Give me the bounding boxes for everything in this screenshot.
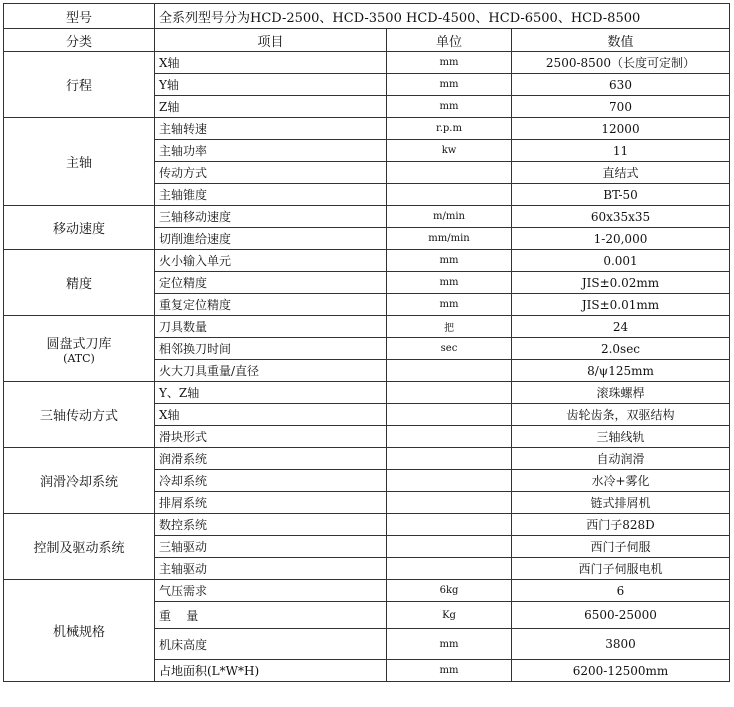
value-cell: 三轴线轨 <box>512 426 730 448</box>
unit-cell: m/min <box>387 206 512 228</box>
table-row <box>4 382 730 404</box>
unit-cell <box>387 426 512 448</box>
item-cell: 机床高度 <box>155 629 387 660</box>
unit-cell <box>387 470 512 492</box>
unit-cell: mm/min <box>387 228 512 250</box>
value-cell: 24 <box>512 316 730 338</box>
unit-cell <box>387 492 512 514</box>
value-cell: 8/ψ125mm <box>512 360 730 382</box>
unit-cell <box>387 514 512 536</box>
category-cell <box>4 118 155 206</box>
value-cell: 齿轮齿条，双驱结构 <box>512 404 730 426</box>
value-cell: 11 <box>512 140 730 162</box>
item-cell: 火大刀具重量/直径 <box>155 360 387 382</box>
header-item: 项目 <box>155 29 387 52</box>
category-label: 行程 <box>65 79 92 94</box>
item-cell: 火小输入单元 <box>155 250 387 272</box>
category-cell <box>4 206 155 250</box>
unit-cell: 把 <box>387 316 512 338</box>
item-cell: 主轴锥度 <box>155 184 387 206</box>
header-row <box>4 29 730 52</box>
item-cell: 主轴驱动 <box>155 558 387 580</box>
item-cell: X轴 <box>155 404 387 426</box>
item-cell: 切削進给速度 <box>155 228 387 250</box>
unit-cell: sec <box>387 338 512 360</box>
category-label: 精度 <box>65 277 92 292</box>
unit-cell: mm <box>387 250 512 272</box>
unit-cell <box>387 184 512 206</box>
value-cell: BT-50 <box>512 184 730 206</box>
unit-cell: mm <box>387 629 512 660</box>
category-cell <box>4 316 155 382</box>
model-label: 型号 <box>4 4 155 29</box>
item-cell: Y轴 <box>155 74 387 96</box>
category-label: 机械规格 <box>52 625 105 640</box>
value-cell: 1-20,000 <box>512 228 730 250</box>
category-label: 控制及驱动系统 <box>33 541 125 556</box>
header-value: 数值 <box>512 29 730 52</box>
item-cell: X轴 <box>155 52 387 74</box>
value-cell: 自动润滑 <box>512 448 730 470</box>
item-cell: Z轴 <box>155 96 387 118</box>
unit-cell: mm <box>387 294 512 316</box>
value-cell: 60x35x35 <box>512 206 730 228</box>
category-cell <box>4 250 155 316</box>
item-cell: Y、Z轴 <box>155 382 387 404</box>
item-cell: 重复定位精度 <box>155 294 387 316</box>
table-row <box>4 250 730 272</box>
table-row <box>4 206 730 228</box>
item-cell: 三轴驱动 <box>155 536 387 558</box>
category-label: 圆盘式刀库 <box>46 336 112 352</box>
item-cell: 滑块形式 <box>155 426 387 448</box>
header-category: 分类 <box>4 29 155 52</box>
table-row <box>4 118 730 140</box>
unit-cell: mm <box>387 96 512 118</box>
category-label: 移动速度 <box>52 222 105 237</box>
spec-table <box>3 3 730 682</box>
item-cell: 传动方式 <box>155 162 387 184</box>
value-cell: 直结式 <box>512 162 730 184</box>
unit-cell: mm <box>387 74 512 96</box>
category-label: 润滑冷却系统 <box>39 475 118 490</box>
table-row <box>4 316 730 338</box>
value-cell: 西门子伺服电机 <box>512 558 730 580</box>
category-cell <box>4 448 155 514</box>
value-cell: 3800 <box>512 629 730 660</box>
unit-cell <box>387 536 512 558</box>
unit-cell: Kg <box>387 602 512 629</box>
value-cell: 西门子828D <box>512 514 730 536</box>
value-cell: 6 <box>512 580 730 602</box>
item-cell: 润滑系统 <box>155 448 387 470</box>
item-cell: 重 量 <box>155 602 387 629</box>
item-cell: 刀具数量 <box>155 316 387 338</box>
item-cell: 气压需求 <box>155 580 387 602</box>
unit-cell: mm <box>387 272 512 294</box>
unit-cell <box>387 360 512 382</box>
value-cell: 6200-12500mm <box>512 660 730 682</box>
table-row <box>4 52 730 74</box>
item-cell: 相邻换刀时间 <box>155 338 387 360</box>
unit-cell: mm <box>387 660 512 682</box>
item-cell: 定位精度 <box>155 272 387 294</box>
item-cell: 主轴转速 <box>155 118 387 140</box>
item-cell: 冷却系统 <box>155 470 387 492</box>
category-cell <box>4 382 155 448</box>
unit-cell: r.p.m <box>387 118 512 140</box>
value-cell: 2.0sec <box>512 338 730 360</box>
spec-table-body <box>4 4 730 682</box>
value-cell: 2500-8500（长度可定制） <box>512 52 730 74</box>
model-value: 全系列型号分为HCD-2500、HCD-3500 HCD-4500、HCD-6500、HCD-8500 <box>155 4 730 29</box>
value-cell: 水冷+雾化 <box>512 470 730 492</box>
value-cell: 700 <box>512 96 730 118</box>
category-cell <box>4 52 155 118</box>
value-cell: 滚珠螺桿 <box>512 382 730 404</box>
table-row <box>4 448 730 470</box>
header-unit: 单位 <box>387 29 512 52</box>
unit-cell <box>387 162 512 184</box>
unit-cell: mm <box>387 52 512 74</box>
item-cell: 占地面积(L*W*H) <box>155 660 387 682</box>
unit-cell <box>387 404 512 426</box>
item-cell: 三轴移动速度 <box>155 206 387 228</box>
value-cell: JIS±0.01mm <box>512 294 730 316</box>
value-cell: 链式排屑机 <box>512 492 730 514</box>
category-cell <box>4 580 155 682</box>
item-cell: 排屑系统 <box>155 492 387 514</box>
item-cell: 主轴功率 <box>155 140 387 162</box>
value-cell: JIS±0.02mm <box>512 272 730 294</box>
table-row <box>4 580 730 602</box>
model-row <box>4 4 730 29</box>
unit-cell <box>387 382 512 404</box>
unit-cell: 6kg <box>387 580 512 602</box>
value-cell: 0.001 <box>512 250 730 272</box>
category-cell <box>4 514 155 580</box>
value-cell: 6500-25000 <box>512 602 730 629</box>
unit-cell: kw <box>387 140 512 162</box>
unit-cell <box>387 558 512 580</box>
item-cell: 数控系统 <box>155 514 387 536</box>
value-cell: 12000 <box>512 118 730 140</box>
unit-cell <box>387 448 512 470</box>
category-label: 主轴 <box>65 156 92 171</box>
value-cell: 西门子伺服 <box>512 536 730 558</box>
category-label: 三轴传动方式 <box>39 409 118 424</box>
table-row <box>4 514 730 536</box>
category-sublabel: (ATC) <box>63 351 95 365</box>
value-cell: 630 <box>512 74 730 96</box>
